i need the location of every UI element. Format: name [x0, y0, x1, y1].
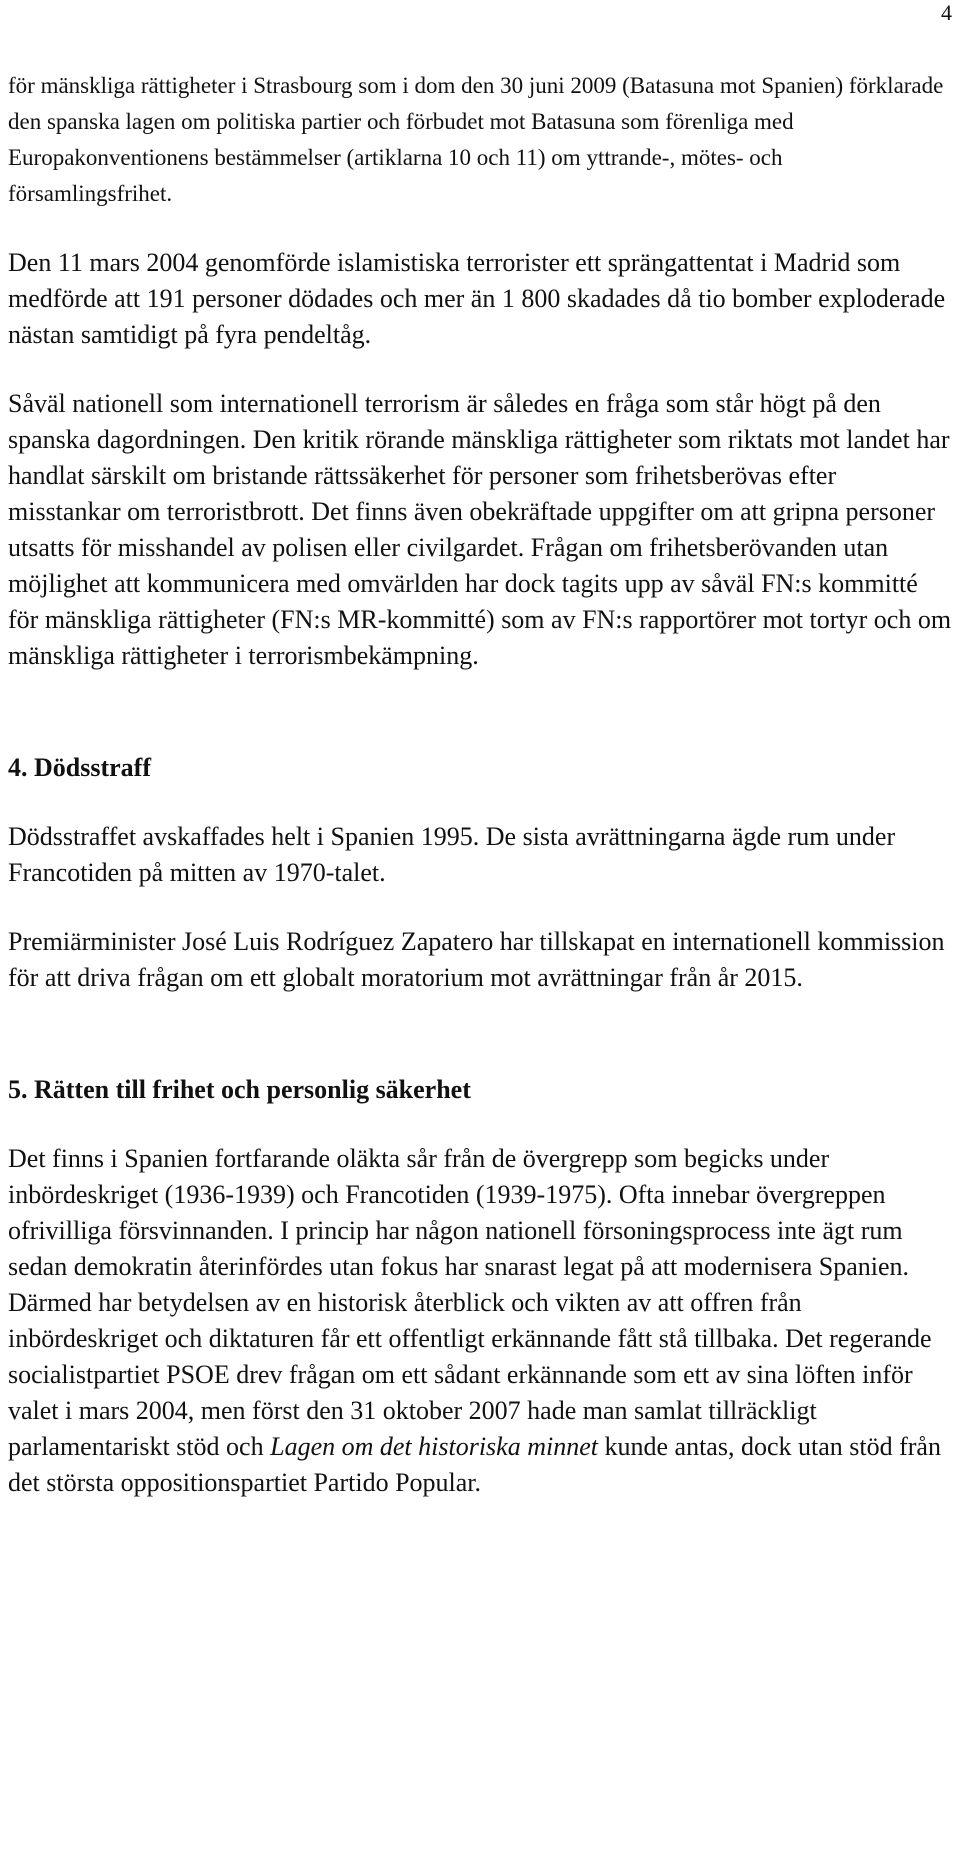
document-body: [8, 68, 952, 1501]
paragraph-historical-memory-text-start: Det finns i Spanien fortfarande oläkta sår från de övergrepp som begicks under inbördeskriget (1936-1939) och Francotiden (1939-1975). Ofta innebar övergreppen ofrivilliga försvinnanden. I princip har någon nationell försoningsprocess inte ägt rum sedan demokratin återinfördes utan fokus har snarast legat på att modernisera Spanien. Därmed har betydelsen av en historisk återblick och vikten av att offren från inbördeskriget och diktaturen får ett offentligt erkännande fått stå tillbaka. Det regerande socialistpartiet PSOE drev frågan om ett sådant erkännande som ett av sina löften inför valet i mars 2004, men först den 31 oktober 2007 hade man samlat tillräckligt parlamentariskt stöd och: [8, 1144, 932, 1461]
paragraph-historical-memory: [8, 1141, 952, 1501]
page-number: 4: [941, 0, 952, 25]
paragraph-moratorium-commission: Premiärminister José Luis Rodríguez Zapatero har tillskapat en internationell kommission för att driva frågan om ett globalt moratorium mot avrättningar från år 2015.: [8, 927, 945, 992]
section-heading-liberty-security: 5. Rätten till frihet och personlig säkerhet: [8, 1075, 471, 1104]
section-heading-death-penalty: 4. Dödsstraff: [8, 753, 151, 782]
paragraph-historical-memory-text-end: kunde antas, dock utan stöd från det största oppositionspartiet Partido Popular.: [8, 1432, 941, 1497]
paragraph-death-penalty-abolished: Dödsstraffet avskaffades helt i Spanien 1995. De sista avrättningarna ägde rum under Francotiden på mitten av 1970-talet.: [8, 822, 896, 887]
paragraph-terrorism-human-rights: Såväl nationell som internationell terrorism är således en fråga som står högt på den spanska dagordningen. Den kritik rörande mänskliga rättigheter som riktats mot landet har handlat särskilt om bristande rättssäkerhet för personer som frihetsberövas efter misstankar om terroristbrott. Det finns även obekräftade uppgifter om att gripna personer utsatts för misshandel av polisen eller civilgardet. Frågan om frihetsberövanden utan möjlighet att kommunicera med omvärlden har dock tagits upp av såväl FN:s kommitté för mänskliga rättigheter (FN:s MR-kommitté) som av FN:s rapportörer mot tortyr och om mänskliga rättigheter i terrorismbekämpning.: [8, 389, 952, 670]
paragraph-echr-ruling: för mänskliga rättigheter i Strasbourg som i dom den 30 juni 2009 (Batasuna mot Spanien) förklarade den spanska lagen om politiska partier och förbudet mot Batasuna som förenliga med Europakonventionens bestämmelser (artiklarna 10 och 11) om yttrande-, mötes- och församlingsfrihet.: [8, 73, 944, 206]
paragraph-madrid-attack: Den 11 mars 2004 genomförde islamistiska terrorister ett sprängattentat i Madrid som medförde att 191 personer dödades och mer än 1 800 skadades då tio bomber exploderade nästan samtidigt på fyra pendeltåg.: [8, 248, 946, 349]
law-title-historical-memory: Lagen om det historiska minnet: [270, 1432, 598, 1461]
